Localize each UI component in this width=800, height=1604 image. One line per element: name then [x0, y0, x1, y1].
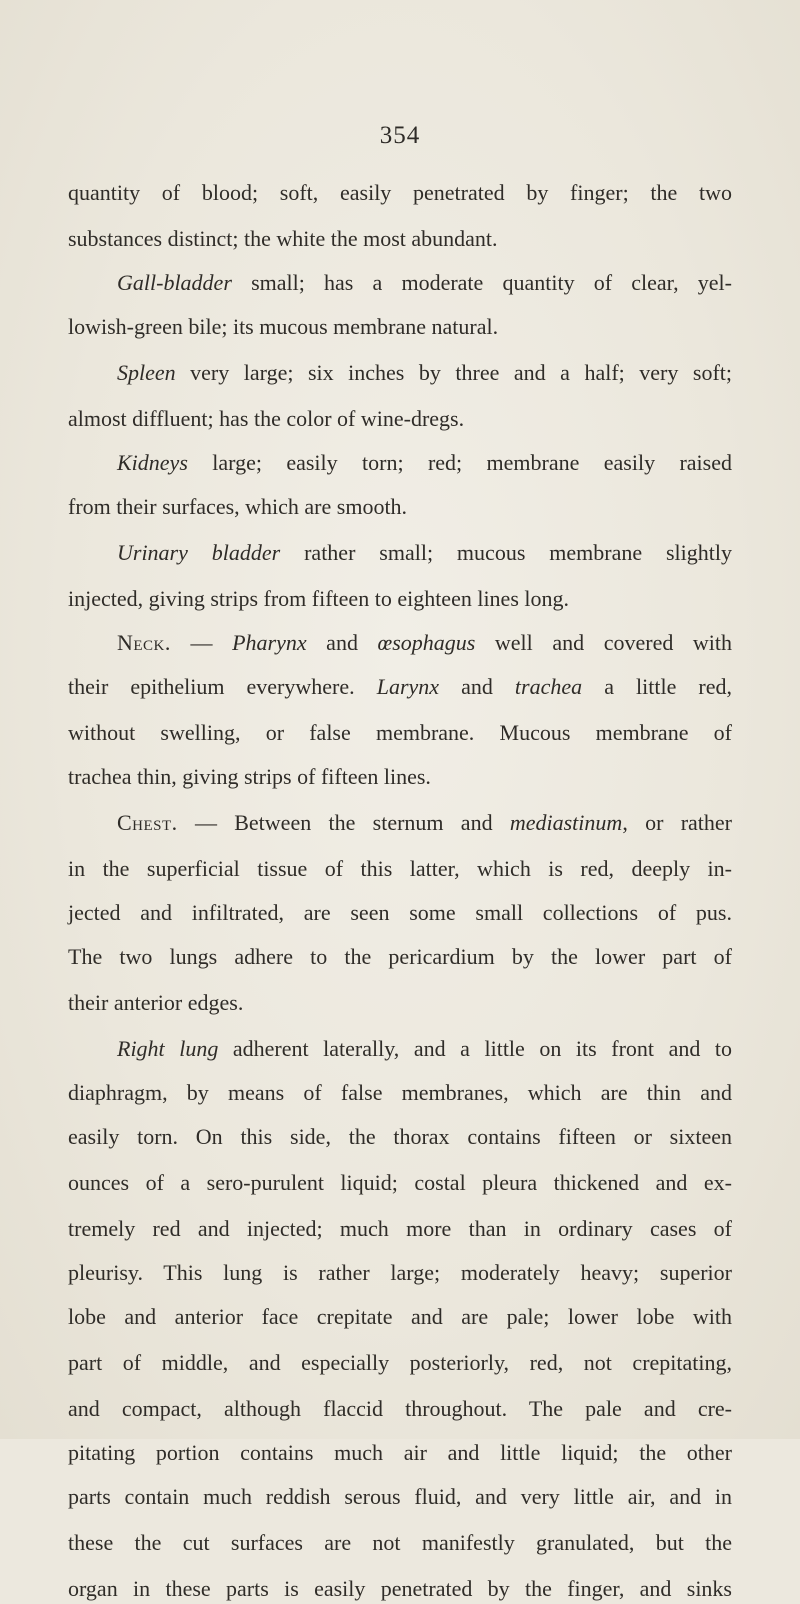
text-line [117, 358, 732, 388]
text-run: part of middle, and especially posteriorly, red, not crepitating, [68, 1350, 732, 1375]
text-line [68, 584, 732, 614]
text-line [68, 312, 732, 342]
text-run: and [306, 630, 378, 655]
text-line [117, 1034, 732, 1064]
text-run: adherent laterally, and a little on its front and to [218, 1036, 732, 1061]
text-line [68, 1214, 732, 1244]
italic-term: Pharynx [232, 630, 307, 655]
section-heading: Chest. [117, 810, 178, 835]
text-line [68, 1258, 732, 1288]
italic-term: trachea [514, 674, 583, 699]
text-run: a little red, [582, 674, 732, 699]
text-line [68, 718, 732, 748]
section-heading: Neck. [117, 630, 171, 655]
text-run: organ in these parts is easily penetrated by the finger, and sinks [68, 1576, 732, 1601]
italic-term: Kidneys [117, 450, 188, 475]
text-run: easily torn. On this side, the thorax contains fifteen or sixteen [68, 1124, 732, 1149]
text-run: injected, giving strips from fifteen to eighteen lines long. [68, 586, 569, 611]
text-run: substances distinct; the white the most abundant. [68, 226, 498, 251]
text-line [117, 628, 732, 658]
text-run: pitating portion contains much air and little liquid; the other [68, 1440, 732, 1465]
italic-term: œsophagus [377, 630, 476, 655]
text-run: tremely red and injected; much more than in ordinary cases of [68, 1216, 732, 1241]
text-line [68, 1168, 732, 1198]
text-line [68, 1394, 732, 1424]
italic-term: Larynx [376, 674, 440, 699]
text-run: their anterior edges. [68, 990, 244, 1015]
text-run: well and covered with [475, 630, 733, 655]
text-run: these the cut surfaces are not manifestly granulated, but the [68, 1530, 732, 1555]
italic-term: Gall-bladder [117, 270, 232, 295]
text-run: small; has a moderate quantity of clear, yel- [231, 270, 732, 295]
text-line [68, 178, 732, 208]
text-run: trachea thin, giving strips of fifteen lines. [68, 764, 431, 789]
text-run: from their surfaces, which are smooth. [68, 494, 408, 519]
text-line [68, 404, 732, 434]
text-run: , or rather [622, 810, 732, 835]
text-line [117, 538, 732, 568]
text-run: their epithelium everywhere. [68, 674, 377, 699]
italic-term: Right lung [117, 1036, 219, 1061]
text-line [68, 898, 732, 928]
text-run: — [170, 630, 233, 655]
text-run: ounces of a sero-purulent liquid; costal pleura thickened and ex- [68, 1170, 732, 1195]
text-run: and [439, 674, 515, 699]
text-run: almost diffluent; has the color of wine-dregs. [68, 406, 465, 431]
text-line [68, 1528, 732, 1558]
italic-term: mediastinum [509, 810, 623, 835]
italic-term: Urinary bladder [117, 540, 281, 565]
text-line [117, 808, 732, 838]
page-number: 354 [379, 122, 421, 149]
text-run: lobe and anterior face crepitate and are pale; lower lobe with [68, 1304, 732, 1329]
text-run: and compact, although flaccid throughout. The pale and cre- [68, 1396, 732, 1421]
text-run: quantity of blood; soft, easily penetrated by finger; the two [68, 180, 732, 205]
text-run: — Between the sternum and [177, 810, 510, 835]
text-line [68, 1574, 732, 1604]
text-run: lowish-green bile; its mucous membrane natural. [68, 314, 499, 339]
text-run: parts contain much reddish serous fluid, and very little air, and in [68, 1484, 732, 1509]
text-line [117, 268, 732, 298]
text-line [68, 1482, 732, 1512]
text-run: large; easily torn; red; membrane easily raised [187, 450, 732, 475]
text-line [68, 762, 732, 792]
text-run: in the superficial tissue of this latter, which is red, deeply in- [68, 856, 732, 881]
text-line [68, 1122, 732, 1152]
text-line [68, 672, 732, 702]
text-line [68, 1438, 732, 1468]
text-line [68, 1302, 732, 1332]
text-line [68, 492, 732, 522]
text-run: pleurisy. This lung is rather large; moderately heavy; superior [68, 1260, 732, 1285]
text-run: rather small; mucous membrane slightly [280, 540, 732, 565]
text-run: very large; six inches by three and a half; very soft; [175, 360, 732, 385]
text-line [68, 854, 732, 884]
text-line [68, 942, 732, 972]
text-run: jected and infiltrated, are seen some small collections of pus. [68, 900, 732, 925]
text-line [68, 1078, 732, 1108]
text-line [68, 224, 732, 254]
text-run: diaphragm, by means of false membranes, which are thin and [68, 1080, 732, 1105]
text-line [68, 1348, 732, 1378]
text-run: The two lungs adhere to the pericardium by the lower part of [68, 944, 732, 969]
text-run: without swelling, or false membrane. Mucous membrane of [68, 720, 732, 745]
italic-term: Spleen [117, 360, 176, 385]
text-line [117, 448, 732, 478]
text-line [68, 988, 732, 1018]
